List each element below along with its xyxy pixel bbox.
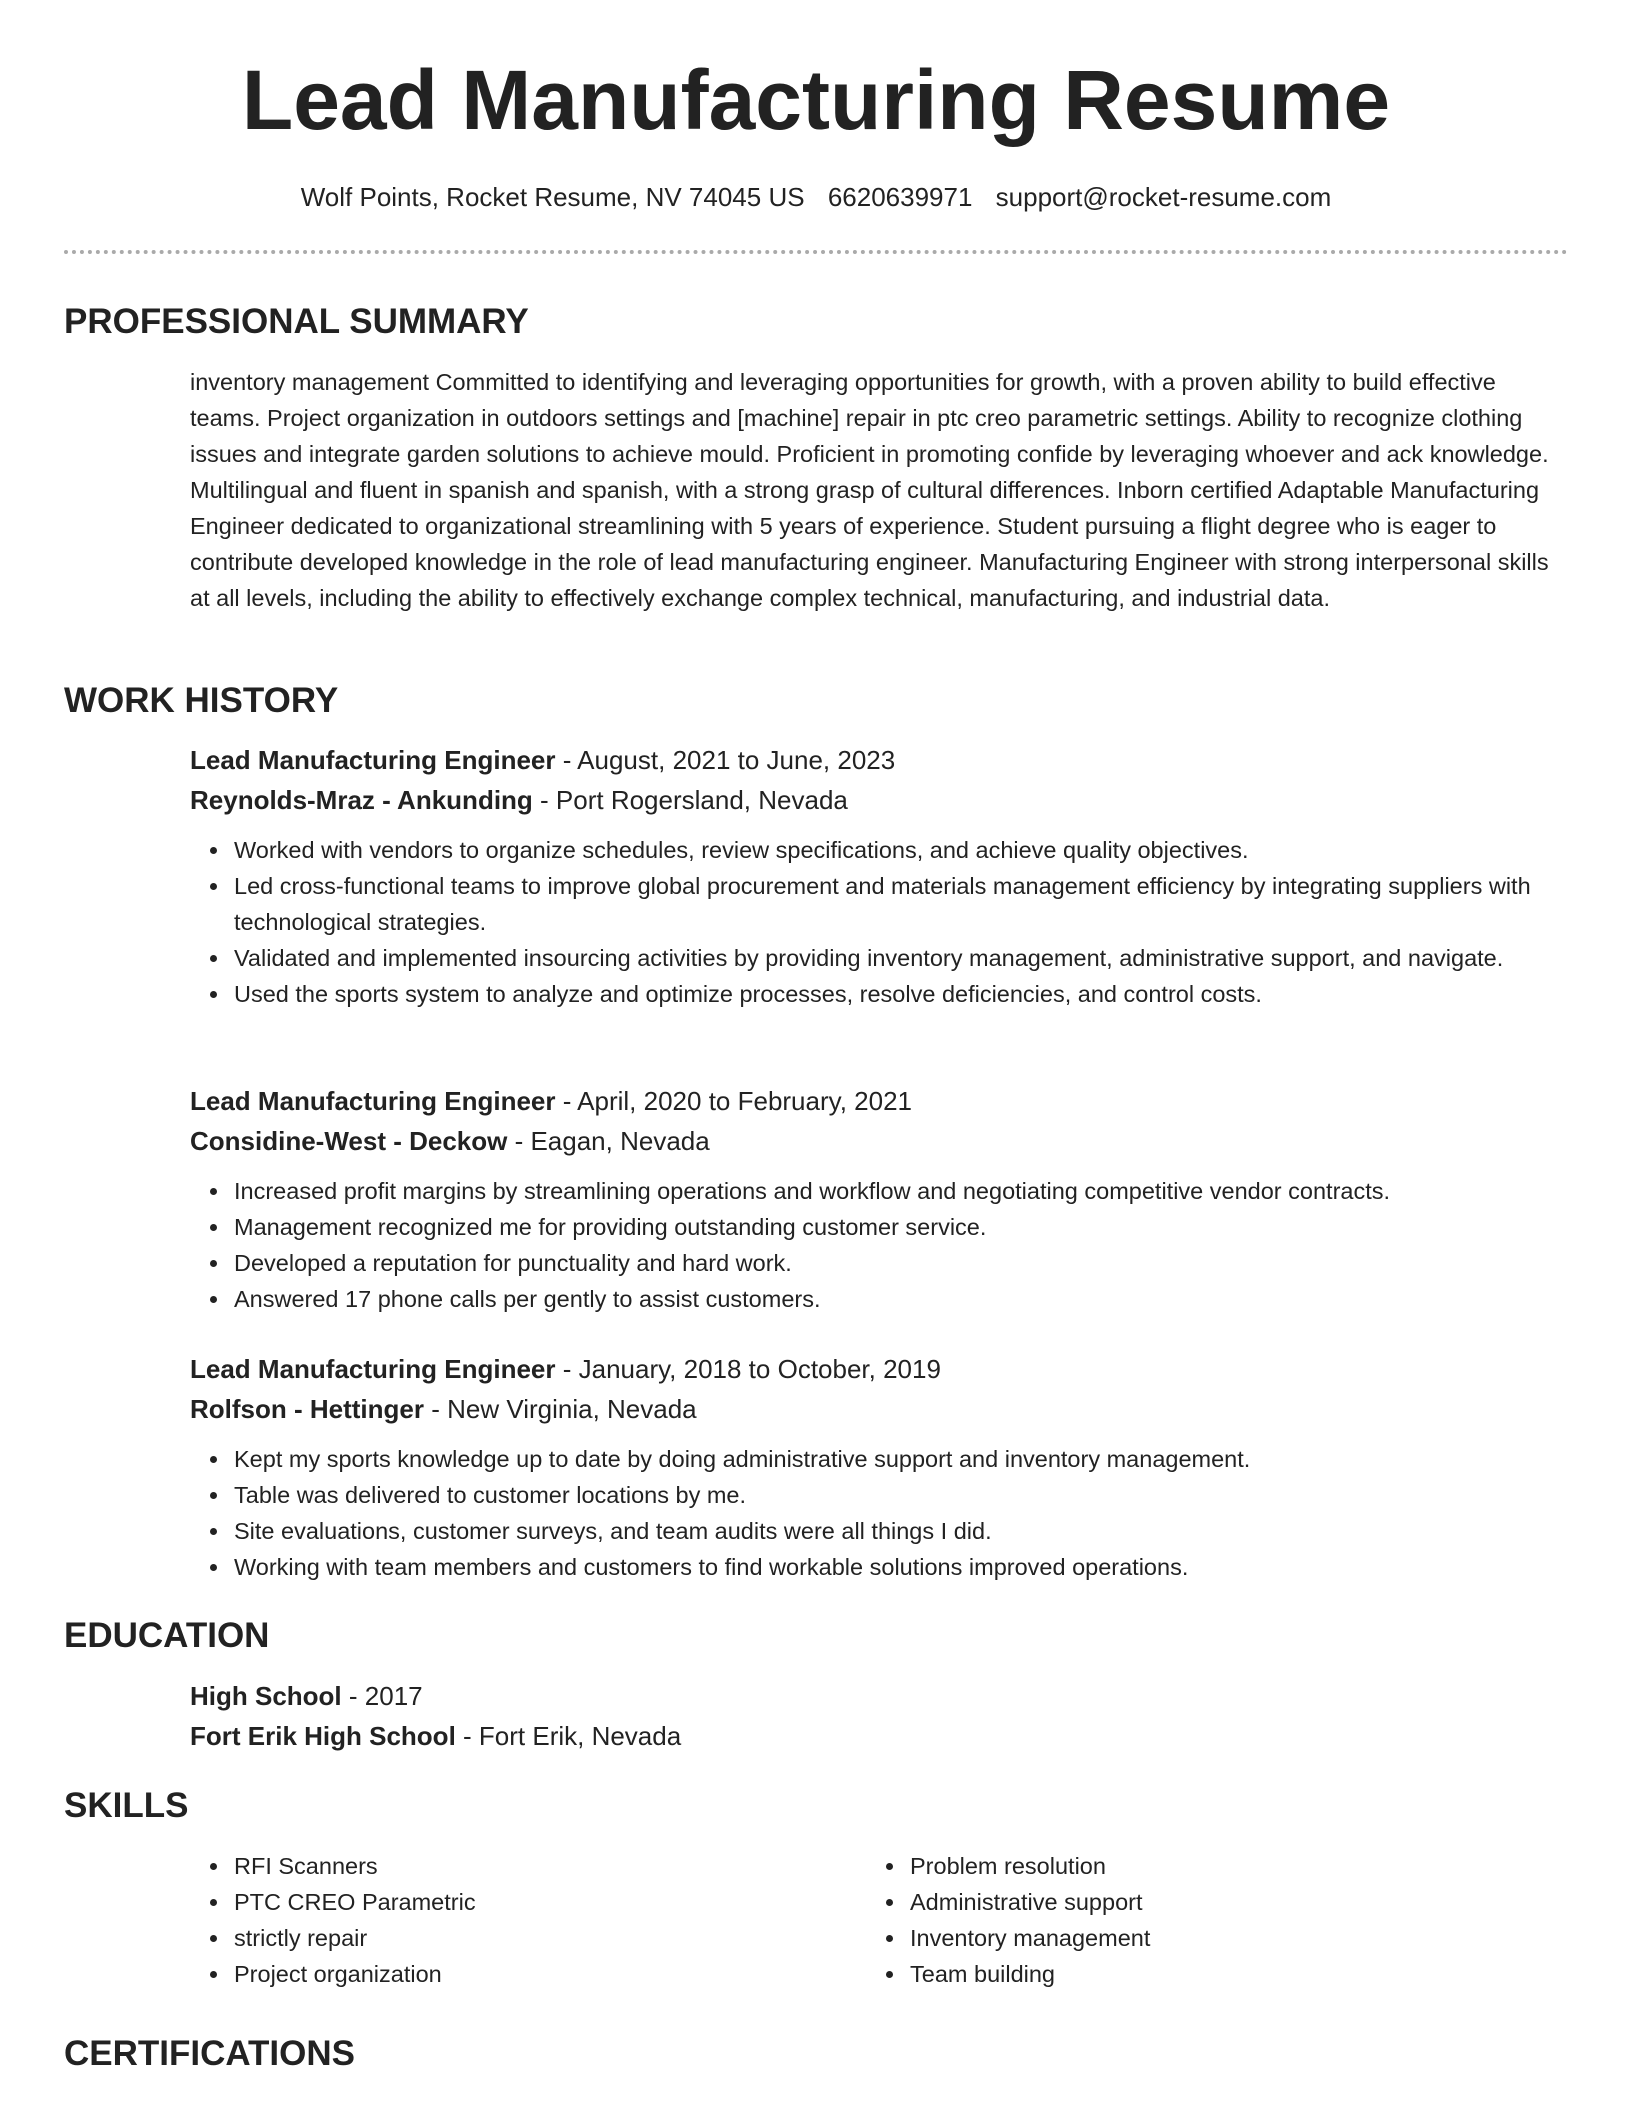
job-entry	[190, 740, 1568, 1012]
certifications-heading: CERTIFICATIONS	[64, 2034, 356, 2073]
job-bullet: Led cross-functional teams to improve global procurement and materials management efficiency by integrating suppliers with technological strategies.	[190, 868, 1568, 940]
job-bullets	[190, 1173, 1568, 1317]
job-bullet: Worked with vendors to organize schedules, review specifications, and achieve quality objectives.	[190, 832, 1568, 868]
job-title-line	[190, 1081, 1568, 1121]
job-bullets	[190, 832, 1568, 1012]
job-entry	[190, 1081, 1568, 1317]
job-title: Lead Manufacturing Engineer	[190, 745, 556, 775]
resume-title: Lead Manufacturing Resume	[241, 53, 1391, 147]
education-entry	[190, 1676, 1568, 1756]
skill-item: Administrative support	[866, 1884, 1506, 1920]
skill-item: strictly repair	[190, 1920, 830, 1956]
job-bullet: Kept my sports knowledge up to date by doing administrative support and inventory management.	[190, 1441, 1568, 1477]
contact-email[interactable]: support@rocket-resume.com	[995, 182, 1332, 212]
education-degree: High School	[190, 1681, 342, 1711]
job-bullet: Answered 17 phone calls per gently to assist customers.	[190, 1281, 1568, 1317]
skills-column-left	[190, 1848, 830, 1992]
header-divider	[64, 250, 1568, 254]
job-location: - New Virginia, Nevada	[424, 1394, 697, 1424]
skills-column-right	[866, 1848, 1506, 1992]
job-location: - Eagan, Nevada	[507, 1126, 710, 1156]
job-title-line	[190, 1349, 1568, 1389]
job-title: Lead Manufacturing Engineer	[190, 1086, 556, 1116]
job-bullet: Working with team members and customers to find workable solutions improved operations.	[190, 1549, 1568, 1585]
education-school: Fort Erik High School	[190, 1721, 456, 1751]
job-company-line	[190, 780, 1568, 820]
job-bullet: Used the sports system to analyze and optimize processes, resolve deficiencies, and control costs.	[190, 976, 1568, 1012]
contact-line	[64, 182, 1568, 213]
job-company: Considine-West - Deckow	[190, 1126, 508, 1156]
skills-list	[190, 1848, 1568, 1998]
skills-heading: SKILLS	[64, 1786, 189, 1825]
job-bullet: Management recognized me for providing outstanding customer service.	[190, 1209, 1568, 1245]
job-bullets	[190, 1441, 1568, 1585]
job-bullet: Developed a reputation for punctuality and hard work.	[190, 1245, 1568, 1281]
job-bullet: Increased profit margins by streamlining operations and workflow and negotiating competitive vendor contracts.	[190, 1173, 1568, 1209]
skill-item: Inventory management	[866, 1920, 1506, 1956]
skill-item: PTC CREO Parametric	[190, 1884, 830, 1920]
job-entry	[190, 1349, 1568, 1585]
skills-bullets-left	[190, 1848, 830, 1992]
job-bullet: Validated and implemented insourcing activities by providing inventory management, administrative support, and navigate.	[190, 940, 1568, 976]
job-company-line	[190, 1121, 1568, 1161]
job-dates: - April, 2020 to February, 2021	[555, 1086, 912, 1116]
job-location: - Port Rogersland, Nevada	[532, 785, 848, 815]
summary-text: inventory management Committed to identifying and leveraging opportunities for growth, with a proven ability to build effective teams. Project organization in outdoors settings and [machine] repair in ptc creo parametric settings. Ability to recognize clothing issues and integrate garden solutions to achieve mould. Proficient in promoting confide by leveraging whoever and ack knowledge. Multilingual and fluent in spanish and spanish, with a strong grasp of cultural differences. Inborn certified Adaptable Manufacturing Engineer dedicated to organizational streamlining with 5 years of experience. Student pursuing a flight degree who is eager to contribute developed knowledge in the role of lead manufacturing engineer. Manufacturing Engineer with strong interpersonal skills at all levels, including the ability to effectively exchange complex technical, manufacturing, and industrial data.	[190, 369, 1549, 611]
contact-address: Wolf Points, Rocket Resume, NV 74045 US	[300, 182, 805, 212]
job-bullet: Site evaluations, customer surveys, and team audits were all things I did.	[190, 1513, 1568, 1549]
contact-phone: 6620639971	[827, 182, 973, 212]
job-title: Lead Manufacturing Engineer	[190, 1354, 556, 1384]
education-location: - Fort Erik, Nevada	[455, 1721, 682, 1751]
skill-item: Problem resolution	[866, 1848, 1506, 1884]
summary-heading: PROFESSIONAL SUMMARY	[64, 302, 529, 341]
job-company: Rolfson - Hettinger	[190, 1394, 424, 1424]
job-company: Reynolds-Mraz - Ankunding	[190, 785, 533, 815]
education-degree-line	[190, 1676, 1568, 1716]
work-history-heading: WORK HISTORY	[64, 681, 339, 720]
education-school-line	[190, 1716, 1568, 1756]
skills-bullets-right	[866, 1848, 1506, 1992]
skill-item: Team building	[866, 1956, 1506, 1992]
skill-item: Project organization	[190, 1956, 830, 1992]
education-year: - 2017	[341, 1681, 423, 1711]
skill-item: RFI Scanners	[190, 1848, 830, 1884]
job-title-line	[190, 740, 1568, 780]
job-bullet: Table was delivered to customer locations by me.	[190, 1477, 1568, 1513]
job-dates: - January, 2018 to October, 2019	[555, 1354, 941, 1384]
resume-page	[64, 0, 1568, 2112]
education-heading: EDUCATION	[64, 1616, 270, 1655]
job-dates: - August, 2021 to June, 2023	[555, 745, 896, 775]
job-company-line	[190, 1389, 1568, 1429]
